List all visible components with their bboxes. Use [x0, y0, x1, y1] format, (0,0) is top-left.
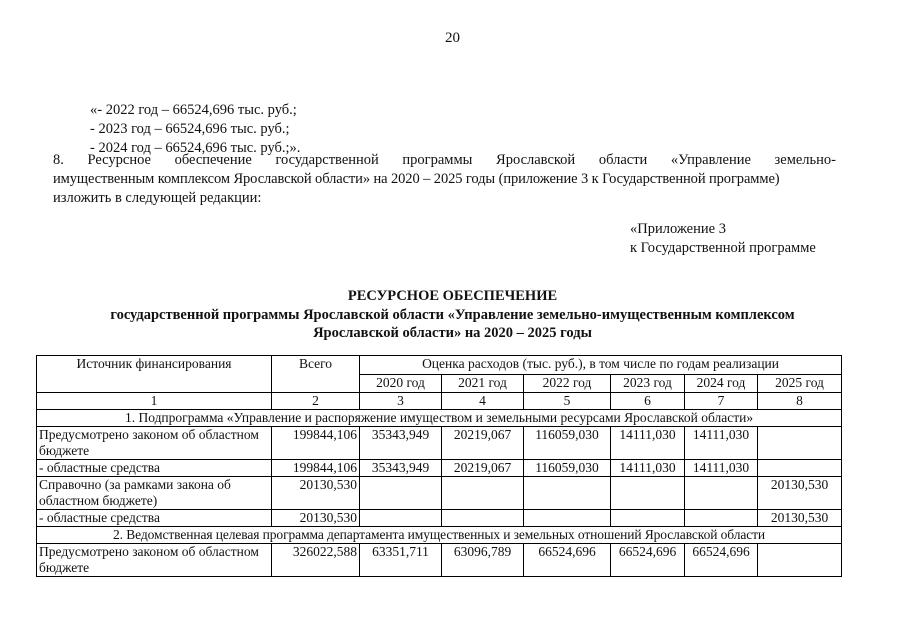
cell-value: [758, 427, 842, 460]
paragraph-line: имущественным комплексом Ярославской области» на 2020 – 2025 годы (приложение 3 к Государственной программе): [53, 171, 780, 187]
cell-value: 66524,696: [611, 544, 685, 577]
cell-value: [524, 510, 611, 527]
header-estimate: Оценка расходов (тыс. руб.), в том числе по годам реализации: [360, 356, 842, 375]
page-number: 20: [445, 30, 460, 46]
header-total: Всего: [272, 356, 360, 393]
paragraph-line: 8. Ресурсное обеспечение государственной программы Ярославской области «Управление земельно-: [53, 152, 836, 168]
cell-value: [360, 477, 442, 510]
row-label: Справочно (за рамками закона об областном бюджете): [37, 477, 272, 510]
cell-value: [685, 477, 758, 510]
cell-value: 14111,030: [611, 460, 685, 477]
cell-value: 20130,530: [758, 477, 842, 510]
cell-value: [758, 460, 842, 477]
row-total: 199844,106: [272, 427, 360, 460]
doc-subtitle: государственной программы Ярославской области «Управление земельно-имущественным комплексом: [110, 307, 795, 323]
header-year: 2022 год: [524, 374, 611, 393]
appendix-label: к Государственной программе: [630, 240, 816, 256]
cell-value: 20130,530: [758, 510, 842, 527]
section-title: 2. Ведомственная целевая программа департамента имущественных и земельных отношений Ярославской области: [37, 527, 842, 544]
table-row: [37, 544, 842, 577]
table-row: [37, 427, 842, 460]
header-year: 2021 год: [442, 374, 524, 393]
cell-value: 35343,949: [360, 427, 442, 460]
cell-value: 20219,067: [442, 427, 524, 460]
cell-value: [611, 477, 685, 510]
column-number: 1: [37, 393, 272, 410]
row-label: - областные средства: [37, 460, 272, 477]
column-number: 6: [611, 393, 685, 410]
cell-value: [442, 477, 524, 510]
doc-title: РЕСУРСНОЕ ОБЕСПЕЧЕНИЕ: [347, 288, 558, 304]
row-label: Предусмотрено законом об областном бюджете: [37, 427, 272, 460]
cell-value: [758, 544, 842, 577]
doc-subtitle: Ярославской области» на 2020 – 2025 годы: [313, 325, 592, 341]
cell-value: 66524,696: [685, 544, 758, 577]
column-number: 2: [272, 393, 360, 410]
cell-value: 116059,030: [524, 427, 611, 460]
paragraph-line: «- 2022 год – 66524,696 тыс. руб.;: [90, 102, 297, 118]
cell-value: [611, 510, 685, 527]
cell-value: 66524,696: [524, 544, 611, 577]
header-year: 2023 год: [611, 374, 685, 393]
cell-value: 20219,067: [442, 460, 524, 477]
row-total: 326022,588: [272, 544, 360, 577]
cell-value: 63351,711: [360, 544, 442, 577]
header-year: 2024 год: [685, 374, 758, 393]
header-source: Источник финансирования: [37, 356, 272, 393]
table-row: [37, 510, 842, 527]
header-year: 2025 год: [758, 374, 842, 393]
cell-value: 14111,030: [685, 427, 758, 460]
cell-value: 14111,030: [611, 427, 685, 460]
cell-value: [524, 477, 611, 510]
column-number: 7: [685, 393, 758, 410]
cell-value: 14111,030: [685, 460, 758, 477]
appendix-label: «Приложение 3: [630, 221, 726, 237]
cell-value: 63096,789: [442, 544, 524, 577]
paragraph-line: изложить в следующей редакции:: [53, 190, 262, 206]
row-total: 20130,530: [272, 477, 360, 510]
cell-value: 116059,030: [524, 460, 611, 477]
header-year: 2020 год: [360, 374, 442, 393]
column-number: 5: [524, 393, 611, 410]
row-total: 199844,106: [272, 460, 360, 477]
row-label: - областные средства: [37, 510, 272, 527]
table-row: [37, 460, 842, 477]
section-title: 1. Подпрограмма «Управление и распоряжение имуществом и земельными ресурсами Ярославской области»: [37, 410, 842, 427]
cell-value: [360, 510, 442, 527]
row-label: Предусмотрено законом об областном бюджете: [37, 544, 272, 577]
paragraph-line: - 2024 год – 66524,696 тыс. руб.;».: [90, 140, 301, 156]
column-number: 8: [758, 393, 842, 410]
row-total: 20130,530: [272, 510, 360, 527]
column-number: 3: [360, 393, 442, 410]
paragraph-line: - 2023 год – 66524,696 тыс. руб.;: [90, 121, 290, 137]
cell-value: [685, 510, 758, 527]
cell-value: [442, 510, 524, 527]
resource-table: [36, 355, 842, 577]
table-row: [37, 477, 842, 510]
cell-value: 35343,949: [360, 460, 442, 477]
column-number: 4: [442, 393, 524, 410]
